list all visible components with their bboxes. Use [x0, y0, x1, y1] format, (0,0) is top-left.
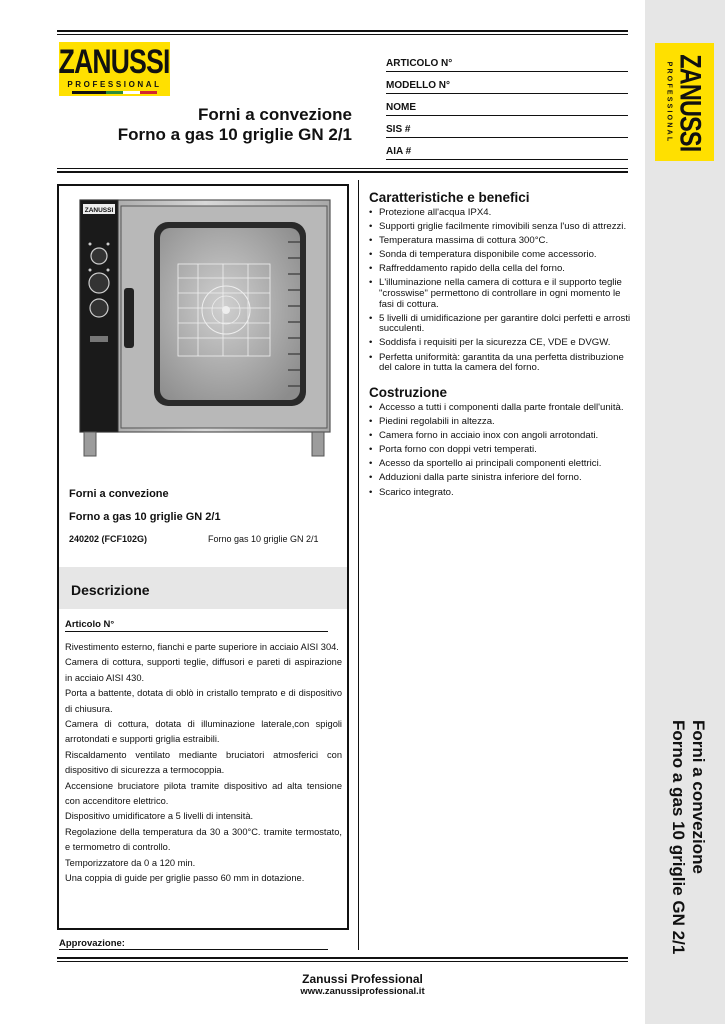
brand-logo-name: ZANUSSI — [59, 42, 170, 81]
list-item: • Perfetta uniformità: garantita da una perfetta distribuzione del calore in tutta la camera del forno. — [369, 353, 633, 374]
descrizione-title: Descrizione — [71, 582, 150, 598]
product-code: 240202 (FCF102G) — [69, 534, 148, 544]
list-item: • Adduzioni dalla parte sinistra inferiore del forno. — [369, 473, 633, 484]
mid-rule-thin — [57, 168, 628, 169]
descrizione-line: Riscaldamento ventilato mediante bruciatori atmosferici con dispositivo di sicurezza a termocoppia. — [65, 749, 342, 776]
product-family: Forni a convezione — [69, 488, 169, 500]
list-item: • Sonda di temperatura disponibile come accessorio. — [369, 250, 633, 261]
descrizione-line: Porta a battente, dotata di oblò in cristallo temprato e di dispositivo di chiusura. — [65, 688, 342, 714]
field-articolo: ARTICOLO N° — [386, 50, 628, 72]
list-item: • Soddisfa i requisiti per la sicurezza CE, VDE e DVGW. — [369, 338, 633, 349]
caratteristiche-title: Caratteristiche e benefici — [369, 190, 530, 205]
list-item: • Acesso da sportello ai principali componenti elettrici. — [369, 459, 633, 470]
descrizione-line: Temporizzatore da 0 a 120 min. — [65, 857, 196, 868]
bottom-rule-thin — [57, 961, 628, 962]
field-nome: NOME — [386, 94, 628, 116]
list-item: • Protezione all'acqua IPX4. — [369, 208, 633, 219]
brand-logo-sub: PROFESSIONAL — [67, 79, 162, 89]
descrizione-line: Accensione bruciatore pilota tramite dispositivo ad alta tensione con accenditore elettrico. — [65, 780, 342, 807]
articolo-label: Articolo N° — [65, 619, 328, 632]
field-sis: SIS # — [386, 116, 628, 138]
costruzione-list — [369, 403, 633, 502]
list-item: • L'illuminazione nella camera di cottura e il supporto teglie "crosswise" permettono di controllare in ogni momento le fasi di cottura. — [369, 278, 633, 310]
footer-company: Zanussi Professional — [302, 972, 423, 986]
sidebar-vertical-title — [668, 720, 708, 990]
oven-image — [78, 198, 332, 460]
list-item: • Raffreddamento rapido della cella del forno. — [369, 264, 633, 275]
page-title-line2: Forno a gas 10 griglie GN 2/1 — [117, 125, 352, 144]
page-title-line1: Forni a convezione — [198, 105, 352, 124]
descrizione-line: Una coppia di guide per griglie passo 60 mm in dotazione. — [65, 873, 305, 884]
list-item: • Porta forno con doppi vetri temperati. — [369, 445, 633, 456]
header-fields — [386, 50, 628, 160]
sidebar-title-line2: Forno a gas 10 griglie GN 2/1 — [669, 720, 688, 955]
descrizione-line: Rivestimento esterno, fianchi e parte superiore in acciaio AISI 304. — [65, 642, 339, 652]
page-title — [118, 105, 352, 145]
sidebar-brand-logo-name: ZANUSSI — [673, 53, 706, 151]
list-item: • Camera forno in acciaio inox con angoli arrotondati. — [369, 431, 633, 442]
product-code-row — [69, 534, 339, 544]
product-name: Forno a gas 10 griglie GN 2/1 — [69, 511, 221, 523]
mid-rule-thick — [57, 171, 628, 173]
list-item: • Scarico integrato. — [369, 488, 633, 499]
approvazione-label: Approvazione: — [59, 938, 328, 950]
list-item: • Temperatura massima di cottura 300°C. — [369, 236, 633, 247]
descrizione-line: Camera di cottura, dotata di illuminazione laterale,con spigoli arrotondati e supporti griglia estraibili. — [65, 719, 342, 745]
caratteristiche-list — [369, 208, 633, 377]
brand-flag-stripe — [72, 91, 158, 94]
column-divider — [358, 180, 359, 950]
sidebar-title-line1: Forni a convezione — [689, 720, 708, 874]
list-item: • Supporti griglie facilmente rimovibili senza l'uso di attrezzi. — [369, 222, 633, 233]
descrizione-line: Camera di cottura, supporti teglie, diffusori e pareti di aspirazione in acciaio AISI 430. — [65, 657, 342, 683]
top-rule-thin — [57, 34, 628, 35]
list-item: • Accesso a tutti i componenti dalla parte frontale dell'unità. — [369, 403, 633, 414]
sidebar-brand-logo — [655, 43, 714, 161]
descrizione-text — [65, 640, 342, 887]
costruzione-title: Costruzione — [369, 385, 448, 400]
brand-logo — [59, 42, 170, 96]
footer-url[interactable]: www.zanussiprofessional.it — [300, 986, 425, 997]
field-modello: MODELLO N° — [386, 72, 628, 94]
oven-badge: ZANUSSI — [84, 207, 114, 214]
field-aia: AIA # — [386, 138, 628, 160]
list-item: • Piedini regolabili in altezza. — [369, 417, 633, 428]
sidebar-brand-logo-sub: PROFESSIONAL — [665, 61, 672, 143]
product-code-desc: Forno gas 10 griglie GN 2/1 — [208, 534, 319, 544]
top-rule-thick — [57, 30, 628, 32]
descrizione-line: Regolazione della temperatura da 30 a 300°C. tramite termostato, e termometro di controllo. — [65, 826, 342, 853]
bottom-rule-thick — [57, 957, 628, 959]
list-item: • 5 livelli di umidificazione per garantire dolci perfetti e arrosti succulenti. — [369, 314, 633, 335]
descrizione-line: Dispositivo umidificatore a 5 livelli di intensità. — [65, 811, 254, 822]
